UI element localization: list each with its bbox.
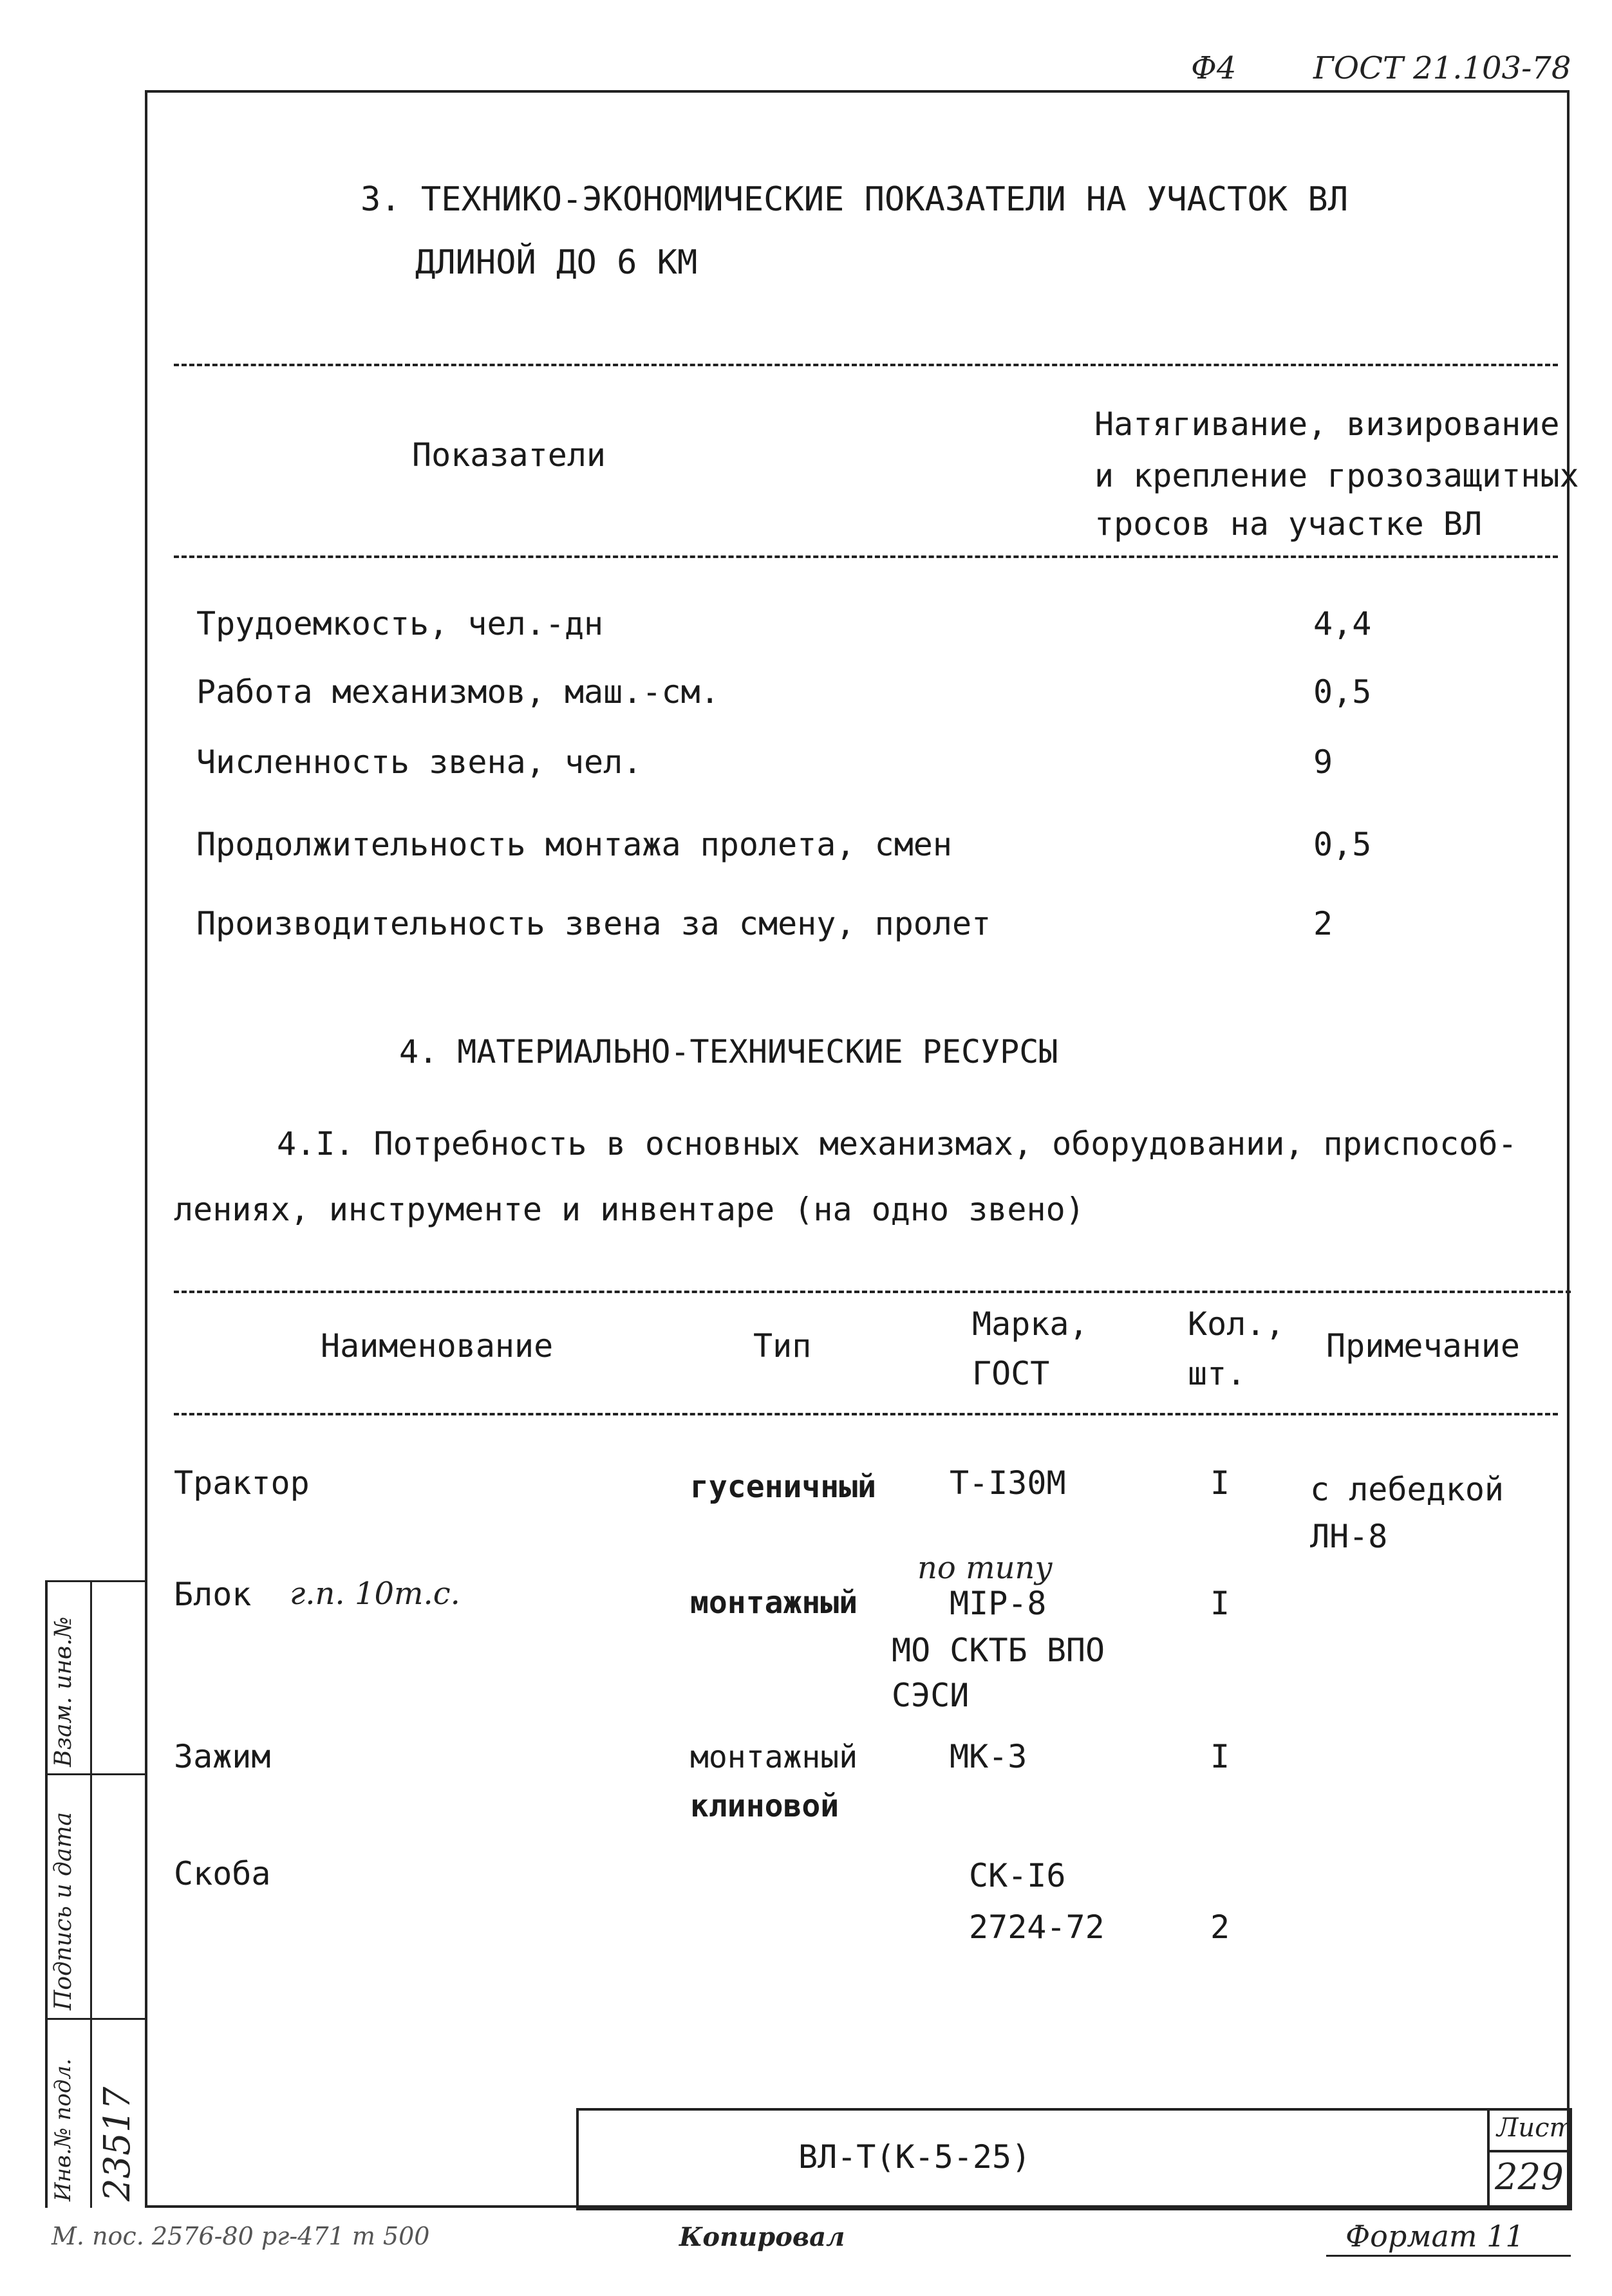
table2-row-qty: 2	[1210, 1909, 1230, 1946]
footer-format: Формат 11	[1345, 2219, 1524, 2254]
section3-title-line1: 3. ТЕХНИКО-ЭКОНОМИЧЕСКИЕ ПОКАЗАТЕЛИ НА УЧАСТОК ВЛ	[361, 180, 1349, 219]
frame-top-border	[145, 90, 1570, 93]
table1-row-value: 0,5	[1313, 826, 1372, 863]
table1-row-value: 0,5	[1313, 673, 1372, 711]
table1-col-work-line2: и крепление грозозащитных	[1094, 457, 1579, 494]
table2-row-mark: СЭСИ	[892, 1677, 970, 1714]
table2-row-mark-note: по типу	[917, 1550, 1053, 1586]
standard-code: ГОСТ 21.103-78	[1313, 50, 1571, 86]
table2-row-mark: Т-I30М	[950, 1464, 1066, 1502]
table2-row-mark: МIР-8	[950, 1585, 1047, 1622]
table2-row-note: ЛН-8	[1310, 1518, 1388, 1555]
section4-title: 4. МАТЕРИАЛЬНО-ТЕХНИЧЕСКИЕ РЕСУРСЫ	[399, 1033, 1058, 1070]
table2-row-name: Зажим	[174, 1738, 271, 1775]
table2-row-qty: I	[1210, 1738, 1230, 1775]
table2-row-qty: I	[1210, 1464, 1230, 1502]
table2-row-note: с лебедкой	[1310, 1471, 1504, 1508]
table1-col-work-line1: Натягивание, визирование	[1094, 406, 1560, 443]
table2-row-mark: СК-I6	[969, 1857, 1066, 1894]
table1-row-label: Производительность звена за смену, пролет	[196, 905, 991, 942]
table2-row-name: Блок	[174, 1576, 252, 1613]
section4-paragraph-line1: 4.I. Потребность в основных механизмах, оборудовании, приспособ-	[277, 1125, 1517, 1162]
table2-header-mark-line2: ГОСТ	[972, 1355, 1050, 1392]
document-code: ВЛ-Т(К-5-25)	[798, 2138, 1031, 2176]
table2-header-qty-line1: Кол.,	[1188, 1305, 1285, 1343]
table1-row-value: 2	[1313, 905, 1333, 942]
title-block	[576, 2108, 1572, 2210]
table2-row-name: Трактор	[174, 1464, 310, 1502]
side-sign-date-label: Подпись и дата	[50, 1812, 77, 2010]
section3-title-line2: ДЛИНОЙ ДО 6 КМ	[415, 243, 698, 282]
frame-right-border	[1567, 90, 1570, 2208]
table1-row-label: Трудоемкость, чел.-дн	[196, 605, 604, 642]
table2-row-mark: МО СКТБ ВПО	[892, 1632, 1105, 1669]
table2-header-type: Тип	[753, 1327, 812, 1365]
footer-copied: Копировал	[679, 2222, 845, 2252]
table1-row-label: Работа механизмов, маш.-см.	[196, 673, 720, 711]
table2-row-type: монтажный	[690, 1585, 858, 1621]
table2-row-name-note: г.п. 10т.с.	[290, 1576, 460, 1612]
table2-row-type: монтажный	[690, 1739, 858, 1775]
footer-left-note: М. пос. 2576-80 рг-471 т 500	[52, 2222, 430, 2250]
table2-header-note: Примечание	[1326, 1327, 1521, 1365]
table2-header-rule	[174, 1413, 1558, 1415]
sheet-cell-divider	[1487, 2150, 1570, 2152]
side-inv-podl-label: Инв.№ подл.	[50, 2058, 76, 2201]
table2-top-rule	[174, 1291, 1571, 1293]
table1-col-work-line3: тросов на участке ВЛ	[1094, 505, 1483, 543]
table2-row-name: Скоба	[174, 1855, 271, 1892]
table2-row-type: гусеничный	[690, 1469, 876, 1505]
sheet-number: 229	[1495, 2156, 1564, 2198]
table2-header-mark-line1: Марка,	[972, 1305, 1089, 1343]
table2-header-name: Наименование	[321, 1327, 554, 1365]
table1-top-rule	[174, 364, 1558, 366]
table2-header-qty-line2: шт.	[1188, 1355, 1246, 1392]
section4-paragraph-line2: лениях, инструменте и инвентаре (на одно звено)	[174, 1191, 1085, 1228]
table1-row-label: Численность звена, чел.	[196, 743, 642, 781]
title-block-divider	[1487, 2108, 1490, 2208]
table1-header-rule	[174, 555, 1558, 558]
table1-col-indicators: Показатели	[412, 436, 606, 474]
footer-format-underline	[1326, 2255, 1571, 2257]
sheet-label: Лист	[1497, 2113, 1574, 2143]
page-mark: Ф4	[1191, 50, 1237, 86]
table1-row-value: 4,4	[1313, 605, 1372, 642]
table2-row-type: клиновой	[690, 1788, 839, 1824]
table2-row-mark: 2724-72	[969, 1909, 1105, 1946]
table2-row-qty: I	[1210, 1585, 1230, 1622]
side-inv-podl-value: 23517	[97, 2086, 138, 2201]
side-stamp	[45, 1580, 145, 2208]
table1-row-label: Продолжительность монтажа пролета, смен	[196, 826, 952, 863]
frame-left-border	[145, 90, 147, 2208]
table2-row-mark: МК-3	[950, 1738, 1027, 1775]
table1-row-value: 9	[1313, 743, 1333, 781]
side-vzam-inv-label: Взам. инв.№	[50, 1616, 77, 1767]
